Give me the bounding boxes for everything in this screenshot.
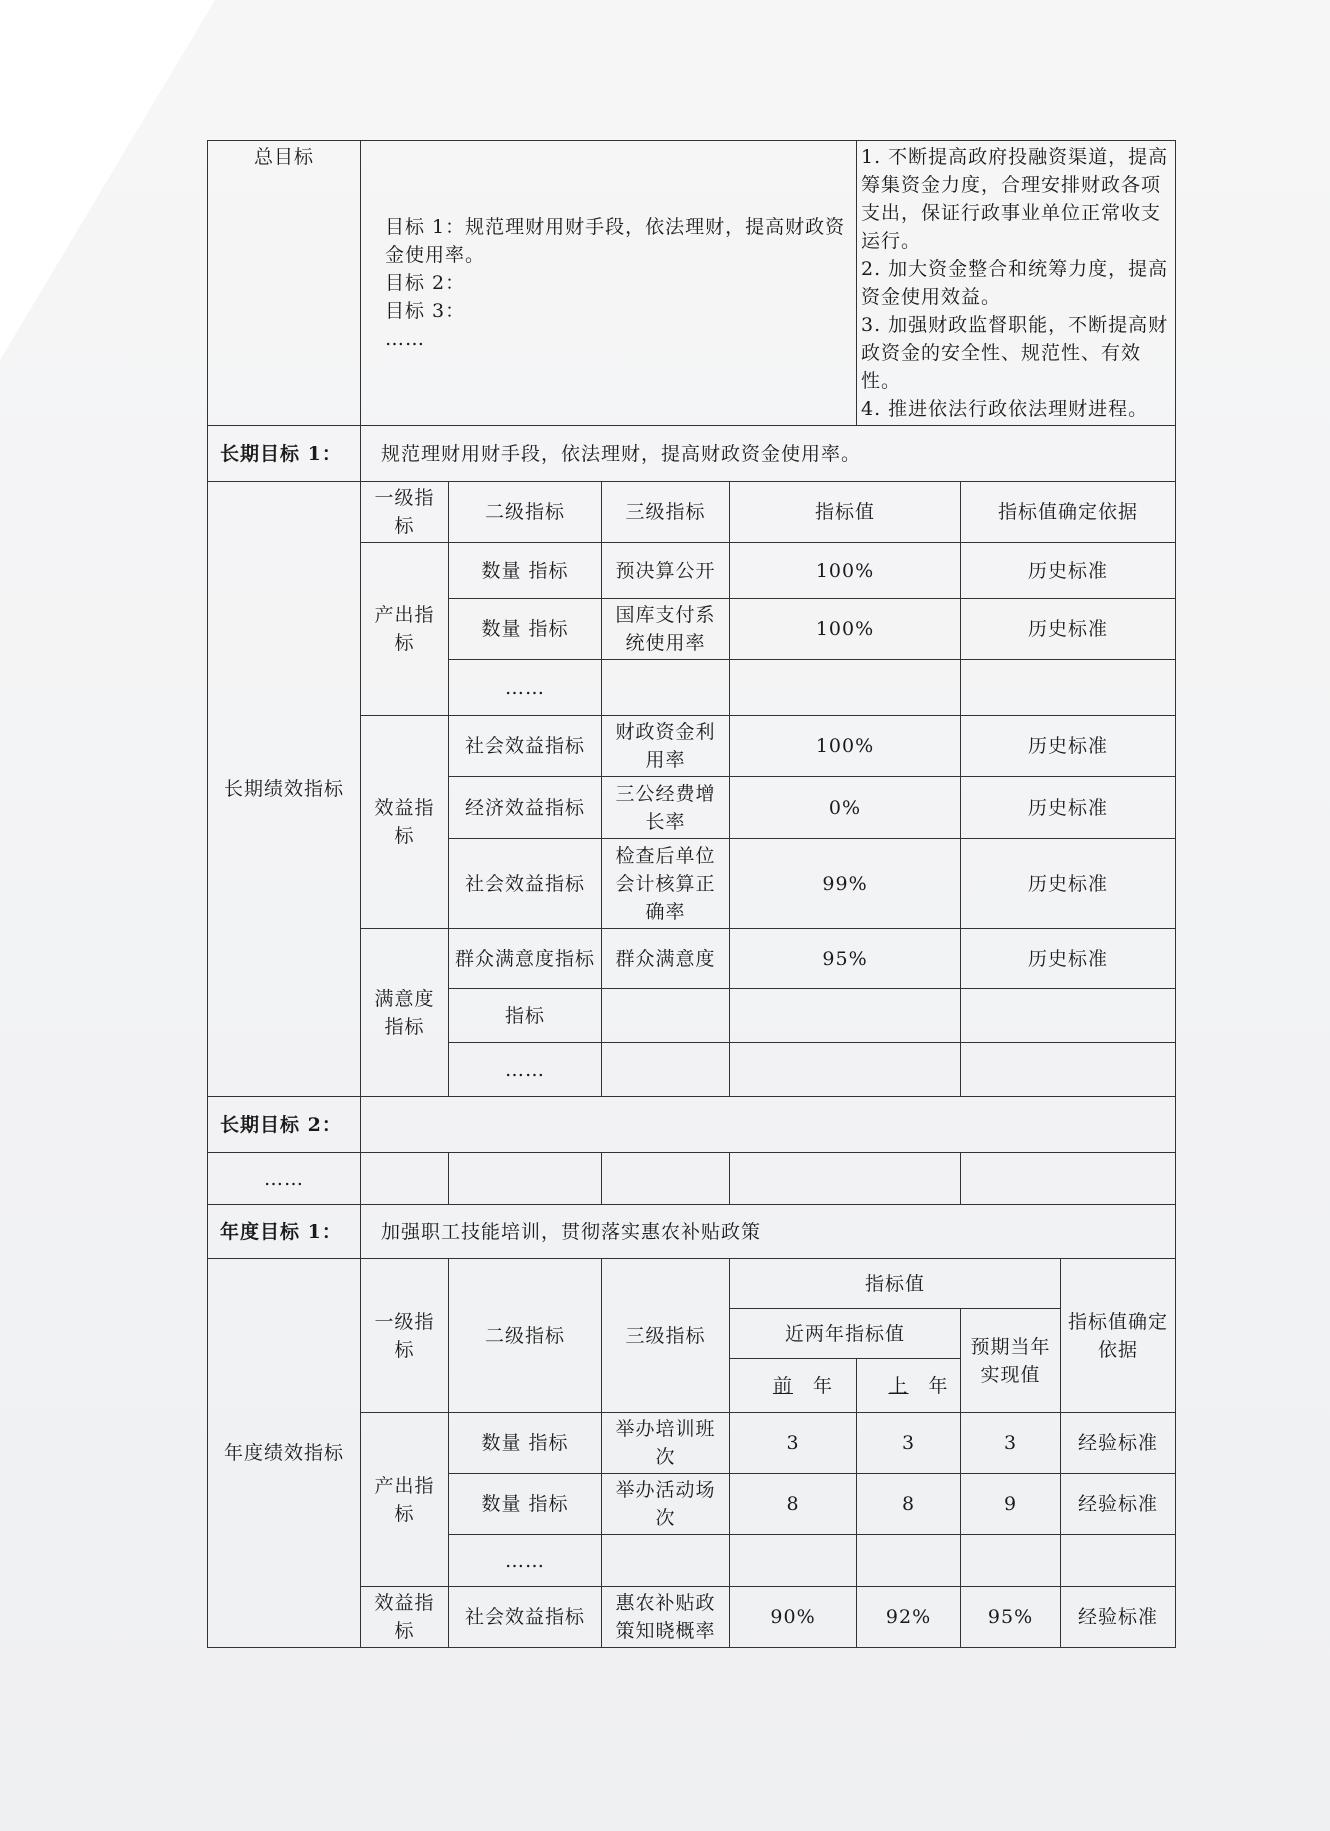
long-header-level3: 三级指标 [602,482,730,543]
long-header-level2: 二级指标 [449,482,602,543]
long-level2: 群众满意度指标 [449,929,602,989]
long-level1-satisfaction: 满意度指标 [361,929,449,1097]
annual-perf-label: 年度绩效指标 [208,1259,361,1648]
long-basis: 历史标准 [961,929,1176,989]
annual-expected [961,1535,1061,1587]
overall-middle-line-3: 目标 3： [385,300,466,322]
annual-last: 3 [857,1413,961,1474]
long-header-basis: 指标值确定依据 [961,482,1176,543]
last-year-blank: 上 [888,1374,909,1397]
annual-last: 8 [857,1474,961,1535]
annual-header-recent: 近两年指标值 [730,1309,961,1359]
annual-level2: 数量 指标 [449,1474,602,1535]
overall-goal-middle [361,141,857,426]
long-level3: 三公经费增长率 [602,777,730,839]
annual-last: 92% [857,1587,961,1648]
long-value: 99% [730,839,961,929]
annual-level2: 数量 指标 [449,1413,602,1474]
overall-goal-label: 总目标 [208,141,361,426]
long-basis: 历史标准 [961,716,1176,777]
annual-header-level2: 二级指标 [449,1259,602,1413]
annual-basis: 经验标准 [1061,1413,1176,1474]
annual-header-row-1 [208,1259,1176,1309]
long-basis: 历史标准 [961,543,1176,599]
long-level2: 指标 [449,989,602,1043]
long-level1-benefit: 效益指标 [361,716,449,929]
long-level2: 社会效益指标 [449,839,602,929]
long-level2: …… [449,660,602,716]
annual-header-expected: 预期当年实现值 [961,1309,1061,1413]
long-level3: 群众满意度 [602,929,730,989]
long-level1-output: 产出指标 [361,543,449,716]
annual-level2: 社会效益指标 [449,1587,602,1648]
annual-level3 [602,1535,730,1587]
long-goal-1-text: 规范理财用财手段，依法理财，提高财政资金使用率。 [361,426,1176,482]
empty-cell [361,1153,449,1205]
annual-prev: 8 [730,1474,857,1535]
annual-header-level3: 三级指标 [602,1259,730,1413]
annual-prev: 90% [730,1587,857,1648]
long-header-value: 指标值 [730,482,961,543]
overall-middle-line-4: …… [385,328,425,350]
annual-expected: 9 [961,1474,1061,1535]
long-level2: 社会效益指标 [449,716,602,777]
annual-last [857,1535,961,1587]
long-goal-1-label: 长期目标 1： [208,426,361,482]
long-level2: …… [449,1043,602,1097]
annual-goal-1-row [208,1205,1176,1259]
empty-cell [730,1153,961,1205]
annual-basis: 经验标准 [1061,1474,1176,1535]
annual-prev: 3 [730,1413,857,1474]
overall-right-line-1: 1. 不断提高政府投融资渠道，提高筹集资金力度，合理安排财政各项支出，保证行政事业单位正常收支运行。 [861,146,1169,252]
overall-middle-line-1: 目标 1：规范理财用财手段，依法理财，提高财政资金使用率。 [385,216,846,266]
long-perf-header-row [208,482,1176,543]
long-level3 [602,1043,730,1097]
annual-basis [1061,1535,1176,1587]
annual-expected: 95% [961,1587,1061,1648]
long-level3: 国库支付系统使用率 [602,599,730,660]
overall-goal-right [857,141,1176,426]
long-goal-2-text [361,1097,1176,1153]
annual-basis: 经验标准 [1061,1587,1176,1648]
annual-level3: 举办活动场次 [602,1474,730,1535]
ellipsis-row [208,1153,1176,1205]
annual-expected: 3 [961,1413,1061,1474]
empty-cell [449,1153,602,1205]
annual-goal-1-label: 年度目标 1： [208,1205,361,1259]
overall-middle-line-2: 目标 2： [385,272,466,294]
overall-right-line-3: 3. 加强财政监督职能，不断提高财政资金的安全性、规范性、有效性。 [861,314,1169,392]
annual-header-last-year [857,1359,961,1413]
long-basis [961,1043,1176,1097]
annual-goal-1-text: 加强职工技能培训，贯彻落实惠农补贴政策 [361,1205,1176,1259]
annual-prev [730,1535,857,1587]
long-basis: 历史标准 [961,839,1176,929]
long-basis: 历史标准 [961,599,1176,660]
long-level3 [602,660,730,716]
annual-level2: …… [449,1535,602,1587]
last-year-suffix: 年 [928,1374,949,1397]
page-corner [0,0,215,360]
long-basis [961,660,1176,716]
long-value: 100% [730,599,961,660]
long-value [730,660,961,716]
empty-cell [602,1153,730,1205]
annual-header-value: 指标值 [730,1259,1061,1309]
long-level2: 经济效益指标 [449,777,602,839]
long-value [730,1043,961,1097]
long-basis: 历史标准 [961,777,1176,839]
annual-header-level1: 一级指标 [361,1259,449,1413]
long-value [730,989,961,1043]
long-value: 100% [730,716,961,777]
long-level3: 财政资金利用率 [602,716,730,777]
long-value: 100% [730,543,961,599]
performance-table [207,140,1176,1648]
long-level3: 检查后单位会计核算正确率 [602,839,730,929]
annual-level1-benefit: 效益指标 [361,1587,449,1648]
overall-right-line-2: 2. 加大资金整合和统筹力度，提高资金使用效益。 [861,258,1169,308]
long-header-level1: 一级指标 [361,482,449,543]
overall-goal-row [208,141,1176,426]
long-level2: 数量 指标 [449,599,602,660]
long-goal-2-label: 长期目标 2： [208,1097,361,1153]
long-level3 [602,989,730,1043]
ellipsis-label: …… [208,1153,361,1205]
annual-header-basis: 指标值确定依据 [1061,1259,1176,1413]
overall-right-line-4: 4. 推进依法行政依法理财进程。 [861,398,1149,420]
prev-year-blank: 前 [772,1374,793,1397]
annual-level3: 举办培训班次 [602,1413,730,1474]
long-perf-label: 长期绩效指标 [208,482,361,1097]
empty-cell [961,1153,1176,1205]
long-level2: 数量 指标 [449,543,602,599]
annual-level1-output: 产出指标 [361,1413,449,1587]
prev-year-suffix: 年 [813,1374,834,1397]
long-goal-2-row [208,1097,1176,1153]
long-value: 0% [730,777,961,839]
long-goal-1-row [208,426,1176,482]
long-basis [961,989,1176,1043]
long-level3: 预决算公开 [602,543,730,599]
annual-level3: 惠农补贴政策知晓概率 [602,1587,730,1648]
annual-header-prev-year [730,1359,857,1413]
long-value: 95% [730,929,961,989]
